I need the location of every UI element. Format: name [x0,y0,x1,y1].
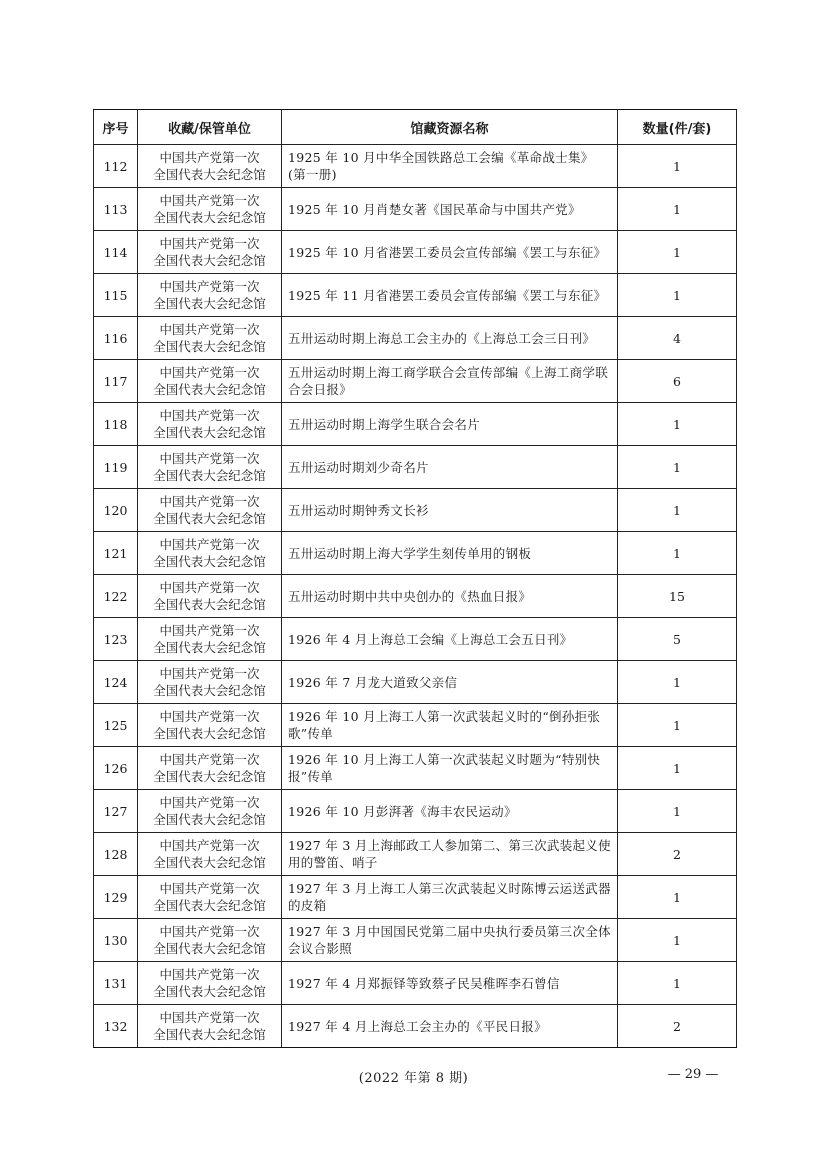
cell-resource-name: 五卅运动时期上海总工会主办的《上海总工会三日刊》 [282,317,618,360]
header-resource-name: 馆藏资源名称 [282,110,618,145]
cell-resource-name: 1927 年 4 月上海总工会主办的《平民日报》 [282,1005,618,1048]
unit-line-2: 全国代表大会纪念馆 [153,253,266,268]
unit-line-1: 中国共产党第一次 [159,408,260,423]
cell-quantity: 1 [618,962,737,1005]
unit-line-1: 中国共产党第一次 [159,580,260,595]
table-row [94,532,737,575]
cell-serial-number: 125 [94,704,138,747]
unit-line-1: 中国共产党第一次 [159,365,260,380]
cell-quantity: 1 [618,231,737,274]
table-row [94,790,737,833]
unit-line-1: 中国共产党第一次 [159,752,260,767]
page-number: — 29 — [667,1067,719,1082]
cell-custodian-unit [138,833,282,876]
cell-resource-name: 1925 年 10 月中华全国铁路总工会编《革命战士集》(第一册) [282,145,618,188]
table-row [94,231,737,274]
cell-serial-number: 112 [94,145,138,188]
cell-resource-name: 1925 年 10 月省港罢工委员会宣传部编《罢工与东征》 [282,231,618,274]
cell-custodian-unit [138,704,282,747]
table-row [94,704,737,747]
cell-resource-name: 1927 年 4 月郑振铎等致蔡孑民吴稚晖李石曾信 [282,962,618,1005]
cell-serial-number: 129 [94,876,138,919]
unit-line-2: 全国代表大会纪念馆 [153,597,266,612]
cell-resource-name: 1925 年 10 月肖楚女著《国民革命与中国共产党》 [282,188,618,231]
cell-quantity: 1 [618,704,737,747]
cell-resource-name: 1927 年 3 月中国国民党第二届中央执行委员第三次全体会议合影照 [282,919,618,962]
cell-serial-number: 128 [94,833,138,876]
table-row [94,1005,737,1048]
cell-custodian-unit [138,403,282,446]
unit-line-1: 中国共产党第一次 [159,494,260,509]
cell-serial-number: 122 [94,575,138,618]
table-row [94,575,737,618]
cell-custodian-unit [138,231,282,274]
cell-custodian-unit [138,790,282,833]
cell-resource-name: 五卅运动时期上海工商学联合会宣传部编《上海工商学联合会日报》 [282,360,618,403]
table-row [94,403,737,446]
cell-quantity: 2 [618,1005,737,1048]
cell-quantity: 6 [618,360,737,403]
cell-custodian-unit [138,575,282,618]
unit-line-2: 全国代表大会纪念馆 [153,296,266,311]
unit-line-2: 全国代表大会纪念馆 [153,726,266,741]
unit-line-2: 全国代表大会纪念馆 [153,984,266,999]
table-row [94,489,737,532]
unit-line-1: 中国共产党第一次 [159,709,260,724]
header-serial-number: 序号 [94,110,138,145]
table-row [94,747,737,790]
cell-quantity: 5 [618,618,737,661]
cell-resource-name: 1927 年 3 月上海工人第三次武装起义时陈博云运送武器的皮箱 [282,876,618,919]
unit-line-2: 全国代表大会纪念馆 [153,855,266,870]
unit-line-1: 中国共产党第一次 [159,193,260,208]
cell-custodian-unit [138,1005,282,1048]
unit-line-2: 全国代表大会纪念馆 [153,210,266,225]
cell-custodian-unit [138,317,282,360]
table-header-row [94,110,737,145]
cell-resource-name: 1926 年 10 月彭湃著《海丰农民运动》 [282,790,618,833]
cell-quantity: 1 [618,145,737,188]
cell-quantity: 1 [618,532,737,575]
table-row [94,145,737,188]
cell-quantity: 1 [618,188,737,231]
cell-quantity: 4 [618,317,737,360]
table-row [94,317,737,360]
cell-serial-number: 131 [94,962,138,1005]
cell-quantity: 1 [618,446,737,489]
cell-serial-number: 132 [94,1005,138,1048]
cell-resource-name: 1926 年 7 月龙大道致父亲信 [282,661,618,704]
cell-quantity: 1 [618,661,737,704]
table-row [94,274,737,317]
cell-serial-number: 126 [94,747,138,790]
cell-serial-number: 123 [94,618,138,661]
cell-serial-number: 124 [94,661,138,704]
unit-line-2: 全国代表大会纪念馆 [153,511,266,526]
unit-line-2: 全国代表大会纪念馆 [153,812,266,827]
unit-line-1: 中国共产党第一次 [159,623,260,638]
cell-resource-name: 五卅运动时期刘少奇名片 [282,446,618,489]
issue-footer: (2022 年第 8 期) [358,1071,469,1086]
unit-line-2: 全国代表大会纪念馆 [153,683,266,698]
unit-line-2: 全国代表大会纪念馆 [153,1027,266,1042]
cell-serial-number: 130 [94,919,138,962]
header-quantity: 数量(件/套) [618,110,737,145]
cell-serial-number: 116 [94,317,138,360]
unit-line-2: 全国代表大会纪念馆 [153,382,266,397]
table-row [94,962,737,1005]
cell-custodian-unit [138,188,282,231]
unit-line-1: 中国共产党第一次 [159,279,260,294]
table-row [94,360,737,403]
unit-line-1: 中国共产党第一次 [159,537,260,552]
unit-line-2: 全国代表大会纪念馆 [153,640,266,655]
cell-quantity: 15 [618,575,737,618]
cell-serial-number: 119 [94,446,138,489]
cell-resource-name: 1926 年 4 月上海总工会编《上海总工会五日刊》 [282,618,618,661]
unit-line-1: 中国共产党第一次 [159,236,260,251]
unit-line-2: 全国代表大会纪念馆 [153,339,266,354]
table-row [94,833,737,876]
cell-custodian-unit [138,919,282,962]
cell-quantity: 1 [618,747,737,790]
cell-quantity: 1 [618,403,737,446]
header-custodian-unit: 收藏/保管单位 [138,110,282,145]
cell-quantity: 1 [618,790,737,833]
cell-custodian-unit [138,360,282,403]
cell-resource-name: 五卅运动时期中共中央创办的《热血日报》 [282,575,618,618]
unit-line-1: 中国共产党第一次 [159,924,260,939]
cell-serial-number: 114 [94,231,138,274]
cell-custodian-unit [138,962,282,1005]
collection-table [93,109,737,1048]
cell-resource-name: 五卅运动时期钟秀文长衫 [282,489,618,532]
table-row [94,876,737,919]
cell-serial-number: 127 [94,790,138,833]
cell-quantity: 2 [618,833,737,876]
unit-line-1: 中国共产党第一次 [159,967,260,982]
cell-resource-name: 1925 年 11 月省港罢工委员会宣传部编《罢工与东征》 [282,274,618,317]
unit-line-1: 中国共产党第一次 [159,1010,260,1025]
cell-custodian-unit [138,446,282,489]
cell-custodian-unit [138,274,282,317]
cell-serial-number: 118 [94,403,138,446]
cell-resource-name: 1927 年 3 月上海邮政工人参加第二、第三次武装起义使用的警笛、哨子 [282,833,618,876]
unit-line-2: 全国代表大会纪念馆 [153,941,266,956]
cell-custodian-unit [138,489,282,532]
table-row [94,919,737,962]
unit-line-1: 中国共产党第一次 [159,795,260,810]
table-row [94,446,737,489]
cell-serial-number: 121 [94,532,138,575]
cell-custodian-unit [138,532,282,575]
cell-custodian-unit [138,618,282,661]
cell-serial-number: 120 [94,489,138,532]
table-row [94,661,737,704]
cell-resource-name: 1926 年 10 月上海工人第一次武装起义时题为“特别快报”传单 [282,747,618,790]
unit-line-2: 全国代表大会纪念馆 [153,167,266,182]
cell-custodian-unit [138,661,282,704]
unit-line-1: 中国共产党第一次 [159,881,260,896]
cell-quantity: 1 [618,489,737,532]
unit-line-1: 中国共产党第一次 [159,838,260,853]
unit-line-2: 全国代表大会纪念馆 [153,468,266,483]
cell-serial-number: 117 [94,360,138,403]
table-row [94,618,737,661]
cell-quantity: 1 [618,876,737,919]
cell-custodian-unit [138,876,282,919]
cell-serial-number: 113 [94,188,138,231]
unit-line-1: 中国共产党第一次 [159,150,260,165]
cell-resource-name: 五卅运动时期上海学生联合会名片 [282,403,618,446]
cell-quantity: 1 [618,919,737,962]
unit-line-2: 全国代表大会纪念馆 [153,554,266,569]
unit-line-1: 中国共产党第一次 [159,322,260,337]
unit-line-1: 中国共产党第一次 [159,451,260,466]
unit-line-2: 全国代表大会纪念馆 [153,769,266,784]
cell-resource-name: 1926 年 10 月上海工人第一次武装起义时的“倒孙拒张歌”传单 [282,704,618,747]
unit-line-2: 全国代表大会纪念馆 [153,898,266,913]
cell-serial-number: 115 [94,274,138,317]
unit-line-2: 全国代表大会纪念馆 [153,425,266,440]
cell-custodian-unit [138,747,282,790]
cell-custodian-unit [138,145,282,188]
cell-quantity: 1 [618,274,737,317]
table-row [94,188,737,231]
unit-line-1: 中国共产党第一次 [159,666,260,681]
cell-resource-name: 五卅运动时期上海大学学生刻传单用的钢板 [282,532,618,575]
